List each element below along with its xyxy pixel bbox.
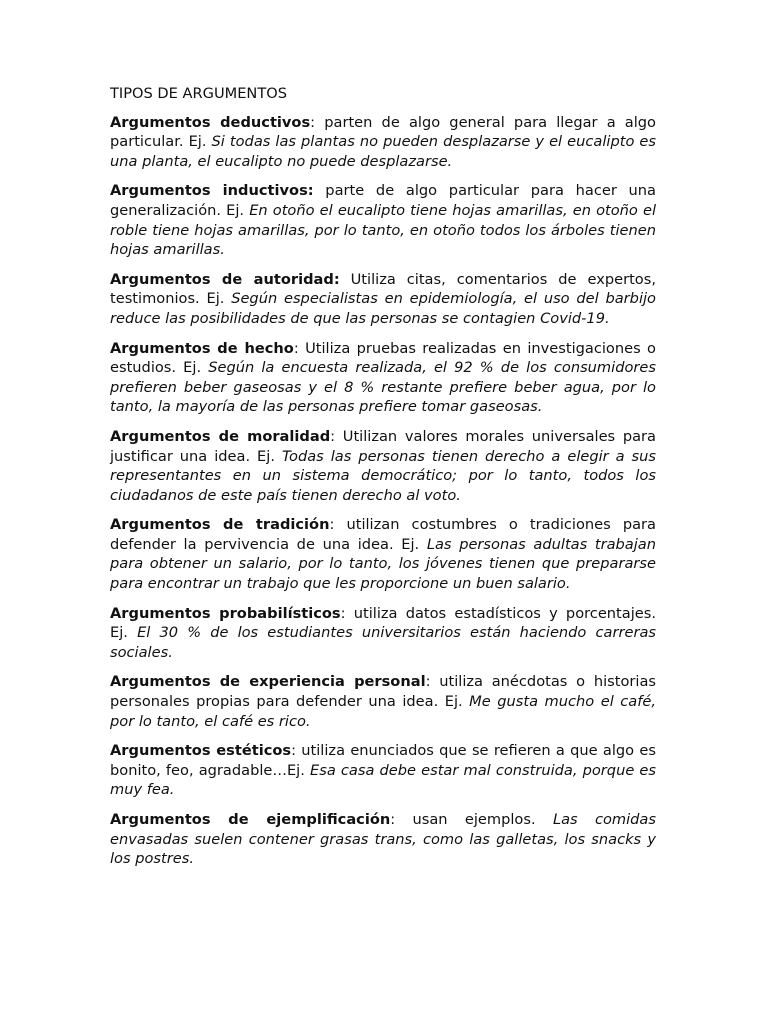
term-label: Argumentos de tradición [110, 516, 330, 534]
example-text: El 30 % de los estudiantes universitarios están haciendo carreras sociales. [110, 624, 656, 661]
term-label: Argumentos de hecho [110, 339, 294, 357]
example-text: Según especialistas en epidemiología, el uso del barbijo reduce las posibilidades de que las personas se contagien Covid-19. [110, 290, 656, 327]
paragraph-moralidad [110, 427, 656, 505]
example-text: Las personas adultas trabajan para obtener un salario, por lo tanto, los jóvenes tienen que prepararse para encontrar un trabajo que les proporcione un buen salario. [110, 535, 656, 593]
paragraph-hecho [110, 339, 656, 417]
definition-text: : utiliza anécdotas o historias personales propias para defender una idea. Ej. [110, 673, 656, 711]
paragraph-deductivos [110, 113, 656, 172]
term-label: Argumentos inductivos: [110, 182, 314, 200]
term-label: Argumentos probabilísticos [110, 604, 341, 622]
definition-text: : utiliza datos estadísticos y porcentajes. Ej. [110, 604, 657, 642]
term-label: Argumentos de experiencia personal [110, 673, 426, 691]
term-label: Argumentos de moralidad [110, 427, 331, 445]
definition-text: : parten de algo general para llegar a algo particular. Ej. [110, 113, 656, 151]
term-label: Argumentos de autoridad: [110, 270, 340, 288]
example-text: En otoño el eucalipto tiene hojas amarillas, en otoño el roble tiene hojas amarillas, por lo tanto, en otoño todos los árboles tienen hojas amarillas. [110, 201, 656, 259]
paragraph-esteticos [110, 741, 656, 800]
definition-text: : utiliza enunciados que se refieren a que algo es bonito, feo, agradable…Ej. [110, 742, 656, 779]
paragraph-autoridad [110, 270, 656, 329]
paragraph-probabilisticos [110, 604, 656, 663]
example-text: Me gusta mucho el café, por lo tanto, el café es rico. [110, 693, 656, 730]
example-text: Esa casa debe estar mal construida, porque es muy fea. [110, 761, 656, 799]
example-text: Todas las personas tienen derecho a elegir a sus representantes en un sistema democrático; por lo tanto, todos los ciudadanos de este país tienen derecho al voto. [110, 447, 656, 504]
definition-text: : utilizan costumbres o tradiciones para defender la pervivencia de una idea. Ej. [110, 516, 656, 553]
definition-text: Utiliza citas, comentarios de expertos, testimonios. Ej. [110, 270, 656, 308]
example-text: Según la encuesta realizada, el 92 % de los consumidores prefieren beber gaseosas y el 8 % restante prefiere beber agua, por lo tanto, la mayoría de las personas prefiere tomar gaseosas. [110, 359, 656, 416]
paragraph-ejemplificacion [110, 810, 656, 869]
paragraph-inductivos [110, 181, 656, 259]
definition-text: : Utiliza pruebas realizadas en investigaciones o estudios. Ej. [110, 339, 656, 377]
term-label: Argumentos de ejemplificación [110, 811, 391, 828]
document-body [110, 84, 656, 879]
example-text: Las comidas envasadas suelen contener grasas trans, como las galletas, los snacks y los postres. [110, 811, 656, 868]
paragraph-experiencia-personal [110, 672, 656, 731]
definition-text: : usan ejemplos. [390, 811, 553, 828]
definition-text: : Utilizan valores morales universales para justificar una idea. Ej. [110, 427, 656, 465]
paragraph-tradicion [110, 515, 656, 593]
term-label: Argumentos estéticos [110, 742, 292, 760]
example-text: Si todas las plantas no pueden desplazarse y el eucalipto es una planta, el eucalipto no puede desplazarse. [110, 133, 656, 170]
definition-text: parte de algo particular para hacer una generalización. Ej. [110, 182, 656, 219]
document-title: TIPOS DE ARGUMENTOS [110, 85, 288, 102]
term-label: Argumentos deductivos [110, 113, 311, 131]
